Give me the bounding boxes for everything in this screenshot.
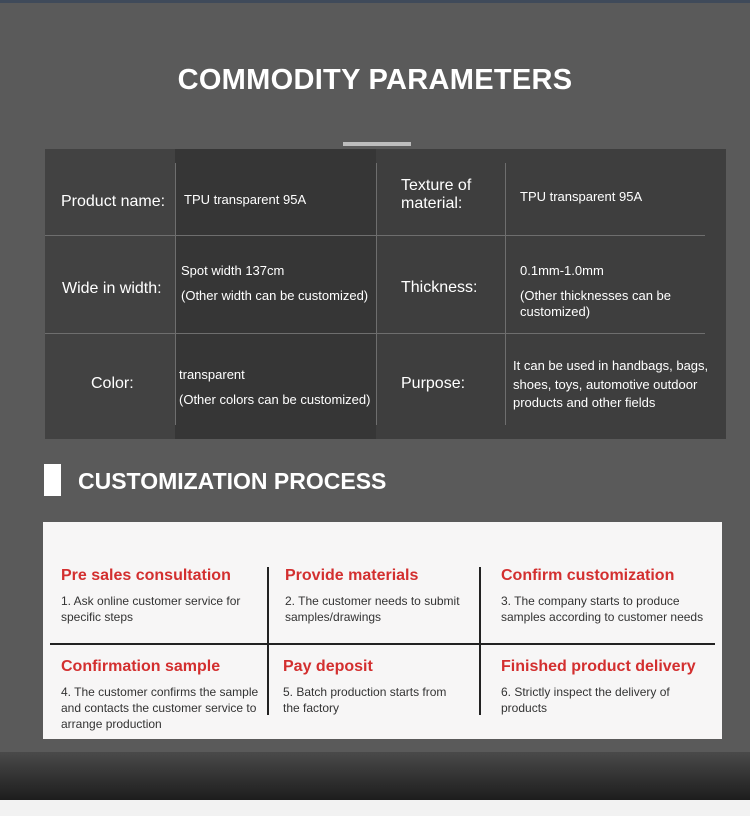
column-divider: [505, 163, 506, 425]
param-value: TPU transparent 95A: [520, 189, 643, 204]
process-step: [61, 658, 261, 732]
step-title: Finished product delivery: [501, 658, 696, 675]
column-divider: [175, 163, 176, 425]
process-step: [283, 658, 463, 716]
process-step: [285, 567, 475, 625]
param-label: Texture of material:: [401, 177, 472, 212]
param-label: Purpose:: [401, 375, 466, 392]
step-title: Confirm customization: [501, 567, 675, 584]
process-divider: [479, 567, 481, 643]
row-divider: [45, 235, 705, 236]
title-underline: [343, 142, 411, 146]
process-divider: [50, 643, 715, 645]
step-title: Pre sales consultation: [61, 567, 231, 584]
top-border: [0, 0, 750, 3]
param-label: Wide in width:: [62, 280, 162, 297]
param-value: It can be used in handbags, bags, shoes, toys, automotive outdoor products and other fields: [513, 358, 709, 410]
parameters-table: [45, 149, 726, 439]
step-description: 2. The customer needs to submit samples/drawings: [285, 594, 460, 624]
process-divider: [267, 645, 269, 715]
bottom-strip: [0, 800, 750, 816]
step-description: 4. The customer confirms the sample and contacts the customer service to arrange production: [61, 685, 259, 731]
process-step: [501, 567, 711, 625]
param-label: Product name:: [61, 193, 166, 210]
row-divider: [45, 333, 705, 334]
step-title: Provide materials: [285, 567, 419, 584]
bottom-shadow: [0, 752, 750, 800]
param-value: (Other colors can be customized): [179, 392, 371, 407]
param-label: Color:: [91, 375, 134, 392]
step-title: Pay deposit: [283, 658, 373, 675]
param-value: TPU transparent 95A: [184, 192, 307, 207]
process-divider: [479, 645, 481, 715]
step-description: 1. Ask online customer service for specific steps: [61, 594, 241, 624]
param-value: (Other width can be customized): [181, 288, 369, 303]
param-value: transparent: [179, 367, 245, 382]
param-value: 0.1mm-1.0mm: [520, 263, 604, 278]
process-divider: [267, 567, 269, 643]
commodity-title: COMMODITY PARAMETERS: [177, 64, 573, 96]
step-title: Confirmation sample: [61, 658, 221, 675]
process-step: [61, 567, 261, 625]
step-description: 3. The company starts to produce samples according to customer needs: [501, 594, 704, 624]
step-description: 6. Strictly inspect the delivery of products: [501, 685, 670, 715]
param-label: Thickness:: [401, 279, 478, 296]
param-value: (Other thicknesses can be customized): [520, 288, 672, 319]
section-marker: [44, 464, 61, 496]
section-title: CUSTOMIZATION PROCESS: [78, 468, 387, 494]
process-step: [501, 658, 711, 716]
process-panel: [43, 522, 722, 739]
step-description: 5. Batch production starts from the factory: [283, 685, 447, 715]
param-value: Spot width 137cm: [181, 263, 285, 278]
